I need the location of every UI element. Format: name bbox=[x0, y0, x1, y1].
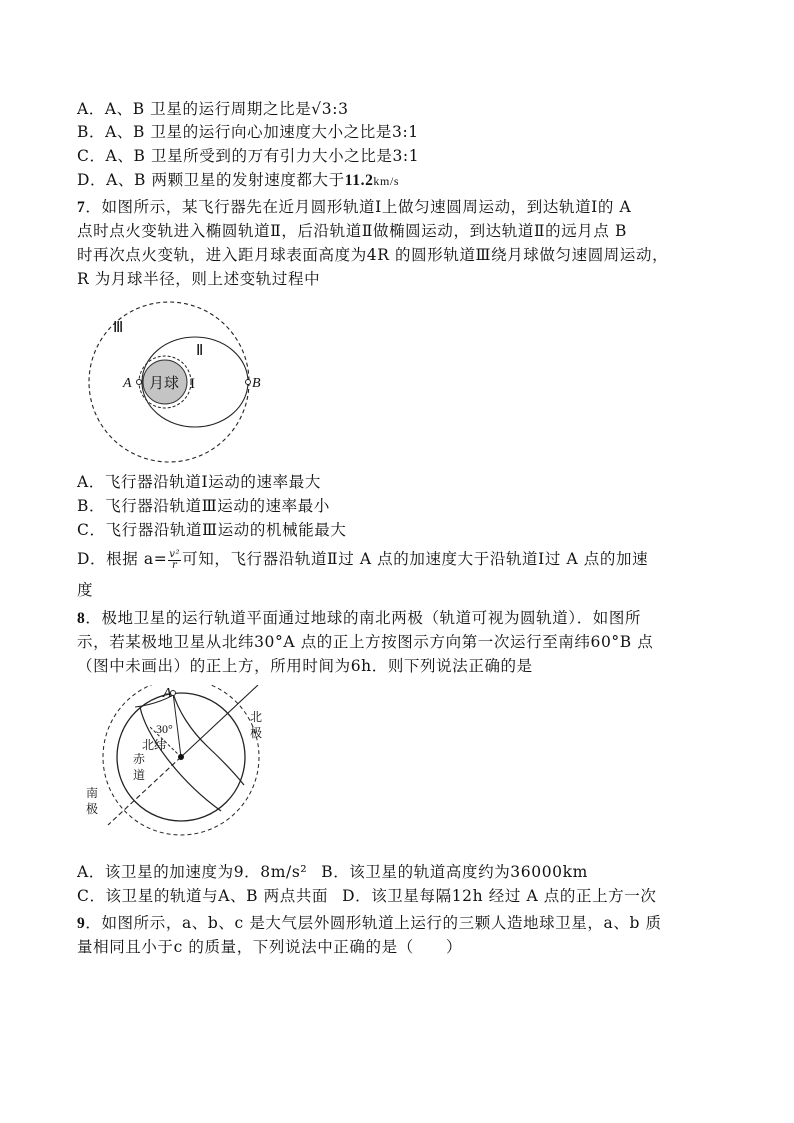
q6-option-d-text: D．A、B 两颗卫星的发射速度都大于 bbox=[77, 171, 345, 189]
q7-stem-line-1 bbox=[77, 197, 631, 218]
fraction-denominator: r bbox=[172, 559, 178, 571]
q9-line1-text: ．如图所示，a、b、c 是大气层外圆形轨道上运行的三颗人造地球卫星，a、b 质 bbox=[85, 914, 662, 932]
q9-stem-line-2: 量相同且小于c 的质量，下列说法中正确的是（ ） bbox=[77, 938, 463, 956]
north-lat-label: 北纬 bbox=[142, 738, 167, 752]
point-a-label: A bbox=[123, 376, 132, 391]
q7-stem-line-4: R 为月球半径，则上述变轨过程中 bbox=[77, 270, 321, 288]
label-i: I bbox=[190, 376, 195, 392]
q7-option-c: C．飞行器沿轨道Ⅲ运动的机械能最大 bbox=[77, 521, 347, 539]
q8-stem-line-3: （图中未画出）的正上方，所用时间为6h．则下列说法正确的是 bbox=[77, 657, 533, 675]
q9-stem-line-1 bbox=[77, 913, 662, 934]
point-b-marker bbox=[246, 380, 251, 385]
q6-option-a: A．A、B 卫星的运行周期之比是√3:3 bbox=[77, 100, 349, 118]
acceleration-fraction bbox=[168, 550, 181, 571]
q7-option-d bbox=[77, 549, 648, 571]
point-b-label: B bbox=[252, 376, 261, 391]
q8-options-row-1 bbox=[77, 862, 588, 882]
earth-center bbox=[178, 754, 184, 760]
label-ii: Ⅱ bbox=[196, 343, 204, 359]
q6-option-b: B．A、B 卫星的运行向心加速度大小之比是3:1 bbox=[77, 123, 419, 141]
polar-axis-north bbox=[181, 685, 258, 757]
north-pole-label-1: 北 bbox=[250, 710, 263, 724]
q7-option-d-pre: D．根据 a= bbox=[77, 550, 168, 568]
q8-option-a: A．该卫星的加速度为9．8m/s² bbox=[77, 863, 308, 881]
south-pole-label-1: 南 bbox=[86, 786, 99, 800]
q7-option-a: A．飞行器沿轨道Ⅰ运动的速率最大 bbox=[77, 473, 321, 491]
q8-option-c: C．该卫星的轨道与A、B 两点共面 bbox=[77, 887, 329, 905]
q8-option-b: B．该卫星的轨道高度约为36000km bbox=[321, 863, 588, 881]
q7-option-d-post: 可知，飞行器沿轨道Ⅱ过 A 点的加速度大于沿轨道Ⅰ过 A 点的加速 bbox=[182, 550, 649, 568]
q8-line1-text: ．极地卫星的运行轨道平面通过地球的南北两极（轨道可视为圆轨道）．如图所 bbox=[85, 609, 642, 627]
q7-line1-text: ．如图所示，某飞行器先在近月圆形轨道Ⅰ上做匀速圆周运动，到达轨道Ⅰ的 A bbox=[85, 198, 632, 216]
q7-number: 7 bbox=[77, 199, 86, 216]
q7-option-b: B．飞行器沿轨道Ⅲ运动的速率最小 bbox=[77, 497, 330, 515]
q8-option-d: D．该卫星每隔12h 经过 A 点的正上方一次 bbox=[342, 887, 657, 905]
moon-label: 月球 bbox=[149, 376, 180, 392]
point-a-marker bbox=[137, 380, 142, 385]
equator-label-2: 道 bbox=[133, 768, 146, 782]
q8-options-row-2 bbox=[77, 886, 657, 906]
q6-option-c: C．A、B 卫星所受到的万有引力大小之比是3:1 bbox=[77, 147, 420, 165]
q8-stem-line-2: 示，若某极地卫星从北纬30°A 点的正上方按图示方向第一次运行至南纬60°B 点 bbox=[77, 633, 654, 651]
q6-option-d-value: 11.2 bbox=[344, 172, 374, 189]
q7-stem-line-3: 时再次点火变轨，进入距月球表面高度为4R 的圆形轨道Ⅲ绕月球做匀速圆周运动， bbox=[77, 246, 669, 264]
fraction-numerator: v² bbox=[169, 548, 181, 560]
q7-stem-line-2: 点时点火变轨进入椭圆轨道Ⅱ，后沿轨道Ⅱ做椭圆运动，到达轨道Ⅱ的远月点 B bbox=[77, 222, 628, 240]
angle-label: 30° bbox=[156, 722, 173, 736]
equator-label-1: 赤 bbox=[133, 752, 146, 766]
q8-stem-line-1 bbox=[77, 608, 641, 629]
q6-option-d-unit: km/s bbox=[373, 174, 400, 188]
label-iii: Ⅲ bbox=[113, 320, 124, 336]
q7-option-d-continued: 度 bbox=[77, 581, 94, 599]
q8-number: 8 bbox=[77, 610, 86, 627]
q8-polar-orbit-figure bbox=[78, 685, 288, 840]
q7-orbit-figure bbox=[78, 300, 278, 465]
south-pole-label-2: 极 bbox=[86, 802, 99, 816]
q6-option-d bbox=[77, 170, 399, 191]
q9-number: 9 bbox=[77, 915, 86, 932]
north-pole-label-2: 极 bbox=[250, 726, 263, 740]
point-a-label: A bbox=[163, 686, 172, 701]
meridian-curve bbox=[173, 693, 244, 785]
